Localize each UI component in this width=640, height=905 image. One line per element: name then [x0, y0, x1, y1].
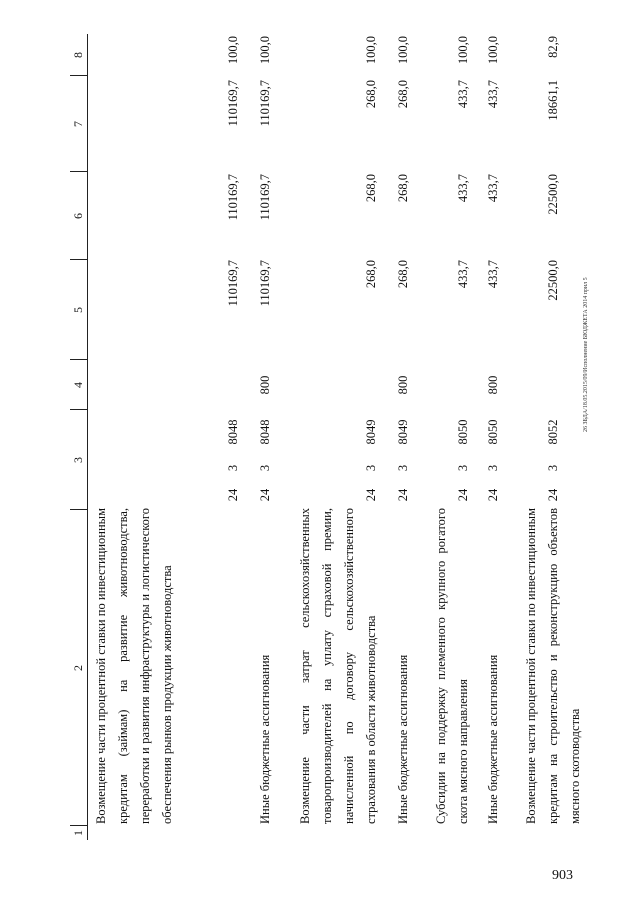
row-description: Возмещение части затрат сельскохозяйственных товаропроизводителей на уплату страховой премии, начисленной по договору сельскохозяйственного страхования в области животноводства	[298, 508, 378, 824]
row-code-c: 8048	[258, 419, 272, 445]
column-divider	[70, 259, 87, 260]
row-code-b: 3	[486, 464, 500, 472]
footnote: 26 ЗБДА/18.05.2015/09/Исполнение БЮДЖЕТА 2014 прил 5	[583, 277, 589, 432]
row-code-b: 3	[226, 464, 240, 472]
row-value-5: 22500,0	[546, 260, 560, 301]
row-code-b: 3	[456, 464, 470, 472]
row-value-5: 433,7	[486, 260, 500, 289]
header-cell: 2	[71, 665, 85, 671]
row-description: Иные бюджетные ассигнования	[396, 654, 410, 824]
row-value-6: 22500,0	[546, 174, 560, 215]
row-value-6: 110169,7	[258, 174, 272, 221]
row-code-b: 3	[546, 464, 560, 472]
row-description: Иные бюджетные ассигнования	[486, 654, 500, 824]
row-value-7: 268,0	[364, 80, 378, 109]
column-divider	[70, 171, 87, 172]
column-divider	[70, 509, 87, 510]
row-value-6: 433,7	[486, 174, 500, 203]
row-value-8: 100,0	[226, 36, 240, 65]
row-code-c: 8049	[396, 419, 410, 445]
row-code-d: 800	[486, 375, 500, 395]
row-description: Субсидии на поддержку племенного крупного рогатого скота мясного направления	[434, 508, 470, 824]
row-value-7: 433,7	[456, 80, 470, 109]
column-divider	[70, 409, 87, 410]
header-bottom-border	[87, 34, 88, 840]
row-code-a: 24	[364, 488, 378, 502]
page-number: 903	[552, 868, 573, 883]
row-value-8: 100,0	[364, 36, 378, 65]
column-divider	[70, 359, 87, 360]
row-value-6: 433,7	[456, 174, 470, 203]
row-value-5: 110169,7	[258, 260, 272, 307]
column-divider	[70, 75, 87, 76]
row-code-c: 8050	[486, 419, 500, 445]
header-cell: 4	[71, 382, 85, 388]
row-code-c: 8052	[546, 419, 560, 445]
row-value-6: 268,0	[396, 174, 410, 203]
row-value-7: 110169,7	[226, 80, 240, 127]
row-description: Возмещение части процентной ставки по инвестиционным кредитам на строительство и реконструкцию объектов мясного скотоводства	[524, 508, 582, 824]
row-code-c: 8048	[226, 419, 240, 445]
row-value-7: 18661,1	[546, 80, 560, 121]
row-code-b: 3	[396, 464, 410, 472]
row-value-8: 100,0	[396, 36, 410, 65]
row-value-5: 433,7	[456, 260, 470, 289]
row-description: Иные бюджетные ассигнования	[258, 654, 272, 824]
row-code-c: 8050	[456, 419, 470, 445]
row-value-7: 268,0	[396, 80, 410, 109]
row-value-7: 433,7	[486, 80, 500, 109]
row-code-c: 8049	[364, 419, 378, 445]
column-divider	[70, 825, 87, 826]
row-value-8: 100,0	[456, 36, 470, 65]
row-code-d: 800	[258, 375, 272, 395]
row-value-8: 100,0	[486, 36, 500, 65]
row-value-5: 268,0	[364, 260, 378, 289]
row-value-7: 110169,7	[258, 80, 272, 127]
row-value-8: 100,0	[258, 36, 272, 65]
header-cell: 5	[71, 307, 85, 313]
row-description: Возмещение части процентной ставки по инвестиционным кредитам (займам) на развитие животноводства, переработки и развития инфраструктуры и логистического обеспечения рынков продукции животноводства	[94, 508, 174, 824]
row-value-5: 110169,7	[226, 260, 240, 307]
header-cell: 1	[71, 830, 85, 836]
header-cell: 6	[71, 213, 85, 219]
header-cell: 7	[71, 121, 85, 127]
row-value-8: 82,9	[546, 36, 560, 58]
row-value-6: 110169,7	[226, 174, 240, 221]
row-code-a: 24	[456, 488, 470, 502]
row-code-a: 24	[226, 488, 240, 502]
row-code-a: 24	[546, 488, 560, 502]
row-code-a: 24	[396, 488, 410, 502]
row-code-a: 24	[258, 488, 272, 502]
row-value-5: 268,0	[396, 260, 410, 289]
header-cell: 8	[71, 52, 85, 58]
row-code-d: 800	[396, 375, 410, 395]
row-value-6: 268,0	[364, 174, 378, 203]
rotated-table	[70, 34, 582, 840]
row-code-b: 3	[258, 464, 272, 472]
row-code-a: 24	[486, 488, 500, 502]
row-code-b: 3	[364, 464, 378, 472]
header-cell: 3	[71, 457, 85, 463]
